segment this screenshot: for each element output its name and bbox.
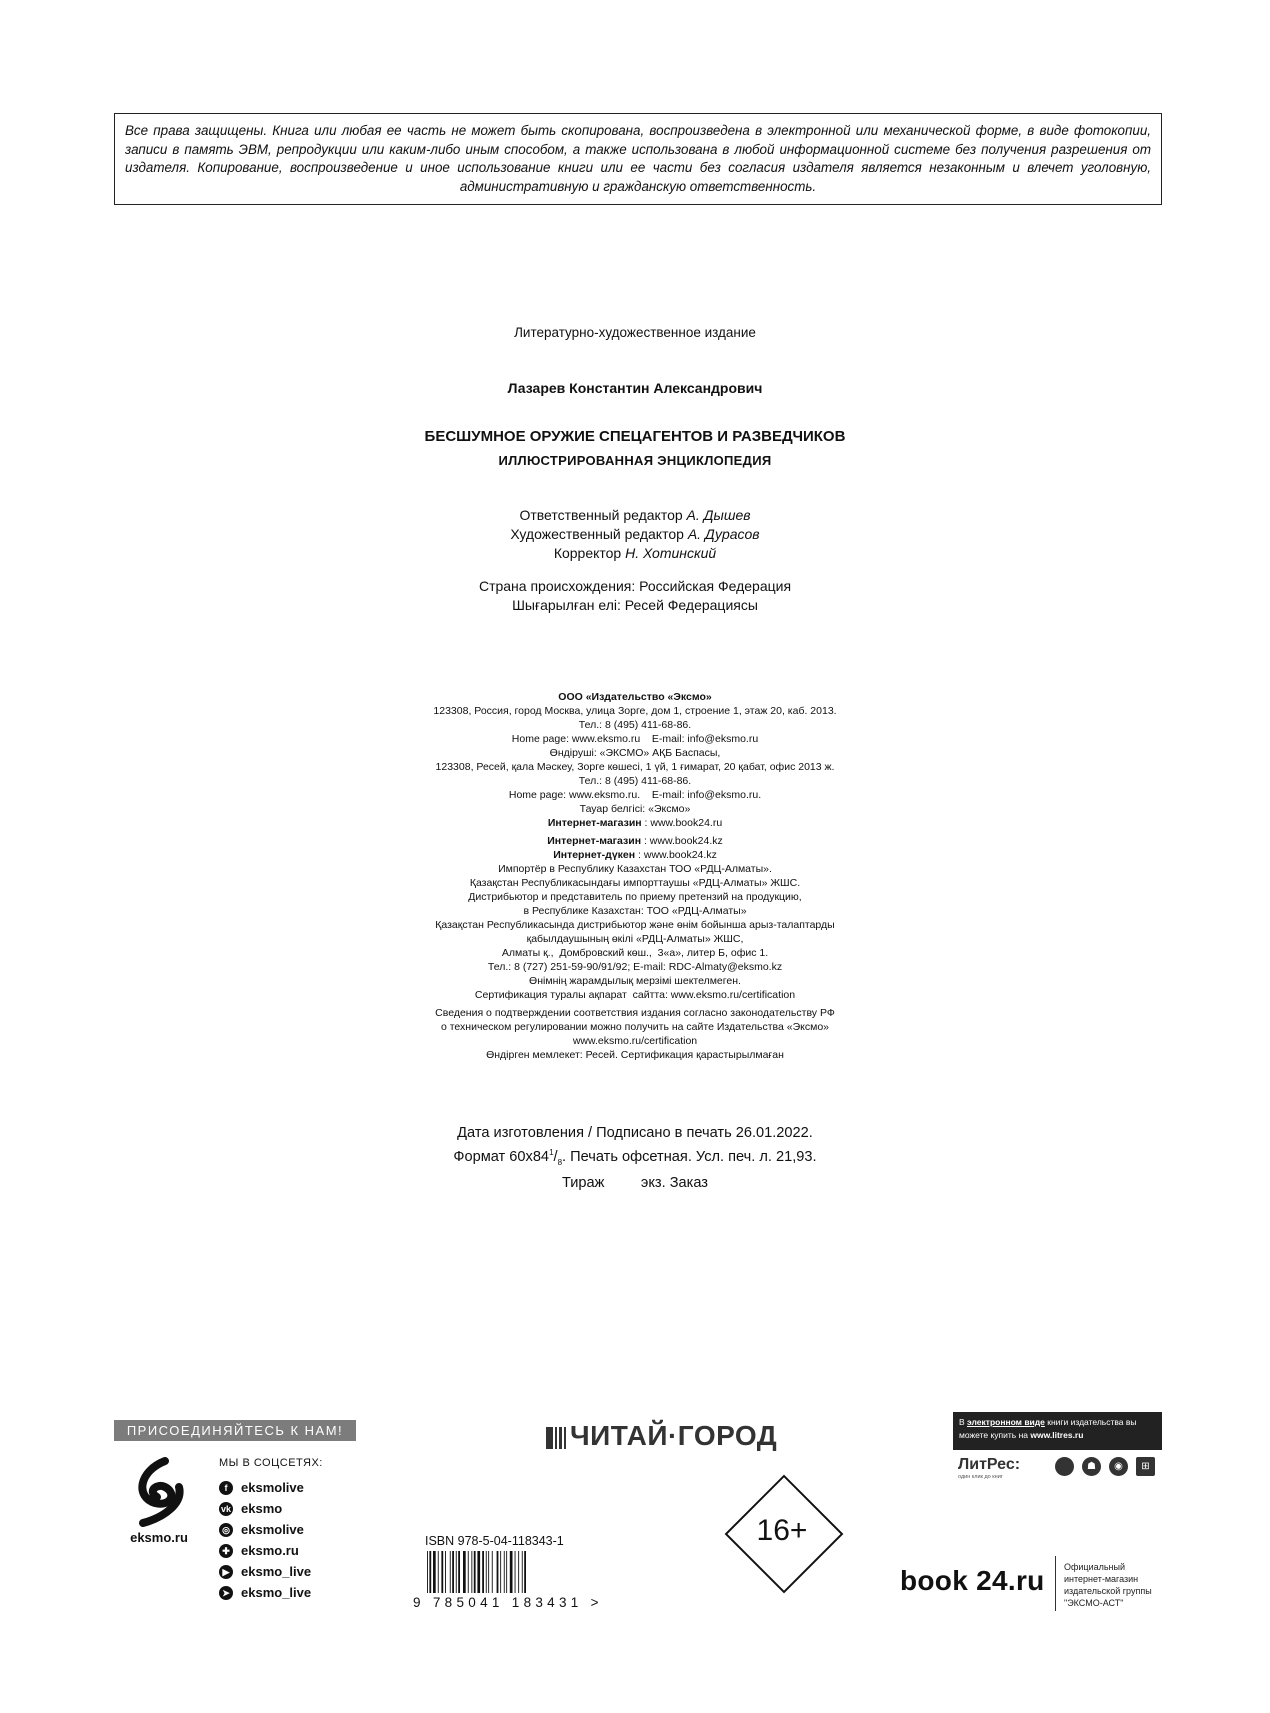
age-rating: 16+ <box>756 1514 808 1547</box>
social-item-label: eksmolive <box>241 1480 304 1495</box>
imprint-line: Сведения о подтверждении соответствия издания согласно законодательству РФ <box>435 1007 835 1019</box>
book24-tagline-line: "ЭКСМО-АСТ" <box>1064 1598 1124 1608</box>
imprint-line: 123308, Россия, город Москва, улица Зорге, дом 1, строение 1, этаж 20, каб. 2013. <box>433 705 837 717</box>
imprint-line: Қазақстан Республикасында дистрибьютор және өнім бойынша арыз-талаптарды <box>435 919 835 931</box>
eksmo-site-link[interactable]: eksmo.ru <box>130 1530 188 1545</box>
publisher-name: ООО «Издательство «Эксмо» <box>558 691 712 703</box>
windows-icon: ⊞ <box>1136 1457 1155 1476</box>
book24-tagline-line: издательской группы <box>1064 1586 1152 1596</box>
social-item-label: eksmolive <box>241 1522 304 1537</box>
social-list <box>219 1477 311 1603</box>
credits <box>0 506 1270 563</box>
shop-kz2-line: Интернет-дүкен : www.book24.kz <box>553 849 717 861</box>
isbn: ISBN 978-5-04-118343-1 <box>425 1534 564 1548</box>
social-item[interactable] <box>219 1540 311 1561</box>
shop-ru-line: Интернет-магазин : www.book24.ru <box>547 817 723 829</box>
imprint-line: Өндірген мемлекет: Ресей. Сертификация қарастырылмаған <box>486 1049 784 1061</box>
vk-icon: vk <box>220 1503 231 1514</box>
imprint-line: о техническом регулировании можно получить на сайте Издательства «Эксмо» <box>440 1021 829 1033</box>
imprint-line: Сертификация туралы ақпарат сайтта: www.eksmo.ru/certification <box>474 989 796 1001</box>
imprint-line: Өнімнің жарамдылық мерзімі шектелмеген. <box>529 975 741 987</box>
edition-type: Литературно-художественное издание <box>514 325 756 340</box>
social-item[interactable] <box>219 1519 311 1540</box>
social-item[interactable] <box>219 1582 311 1603</box>
book24-tagline-line: интернет-магазин <box>1064 1574 1139 1584</box>
origin-kz: Шығарылған елі: Ресей Федерациясы <box>512 597 758 613</box>
book24-divider <box>1055 1556 1056 1611</box>
imprint-line: Home page: www.eksmo.ru E-mail: info@eksmo.ru <box>511 733 759 745</box>
origin-ru: Страна происхождения: Российская Федерация <box>478 578 792 594</box>
imprint-block-1 <box>0 704 1270 816</box>
author-name: Лазарев Константин Александрович <box>507 380 763 396</box>
social-item[interactable] <box>219 1498 311 1519</box>
litres-banner: В электронном виде книги издательства вы можете купить на www.litres.ru <box>953 1412 1162 1450</box>
social-item-label: eksmo_live <box>241 1564 312 1579</box>
join-us-banner: ПРИСОЕДИНЯЙТЕСЬ К НАМ! <box>114 1420 356 1441</box>
imprint-line: 123308, Ресей, қала Мәскеу, Зорге көшесі, 1 үй, 1 ғимарат, 20 қабат, офис 2013 ж. <box>435 761 835 773</box>
book24-logo: book 24.ru <box>900 1565 1045 1596</box>
chitai-gorod-logo-icon <box>546 1427 566 1449</box>
eksmo-logo-icon <box>125 1457 195 1527</box>
imprint-line: Дистрибьютор и представитель по приему претензий на продукцию, <box>468 891 802 903</box>
windows-phone-icon: ◉ <box>1109 1457 1128 1476</box>
social-item[interactable] <box>219 1561 311 1582</box>
barcode-digits: 9 785041 183431 > <box>413 1595 603 1610</box>
origin <box>0 577 1270 615</box>
imprint-line: Тел.: 8 (727) 251-59-90/91/92; E-mail: RDC-Almaty@eksmo.kz <box>487 961 783 973</box>
book-subtitle: ИЛЛЮСТРИРОВАННАЯ ЭНЦИКЛОПЕДИЯ <box>498 453 772 468</box>
litres-logo: ЛитРес: <box>958 1456 1021 1473</box>
imprint-line: в Республике Казахстан: ТОО «РДЦ-Алматы» <box>523 905 747 917</box>
apple-icon <box>1055 1457 1074 1476</box>
imprint-line: Импортёр в Республику Казахстан ТОО «РДЦ-Алматы». <box>498 863 772 875</box>
imprint-line: Тауар белгісі: «Эксмо» <box>579 803 691 815</box>
print-date: Дата изготовления / Подписано в печать 26.01.2022. <box>457 1125 813 1141</box>
editor-line: Ответственный редактор А. Дышев <box>519 507 751 523</box>
imprint-line: Home page: www.eksmo.ru. E-mail: info@eksmo.ru. <box>508 789 762 801</box>
social-item-label: eksmo <box>241 1501 283 1516</box>
imprint-line: Тел.: 8 (495) 411-68-86. <box>578 719 692 731</box>
imprint-block-2 <box>0 862 1270 1002</box>
litres-slogan: один клик до книг <box>958 1474 1003 1480</box>
android-icon: ☗ <box>1082 1457 1101 1476</box>
social-item-label: eksmo_live <box>241 1585 312 1600</box>
instagram-icon: ◎ <box>219 1523 233 1537</box>
ok-icon: ✚ <box>219 1544 233 1558</box>
format-line: Формат $60x84^1/_8$. Печать офсетная. Усл. печ. л. 21,93. <box>453 1148 817 1167</box>
copyright-notice: Все права защищены. Книга или любая ее часть не может быть скопирована, воспроизведена в электронной или механической форме, в виде фотокопии, записи в память ЭВМ, репродукции или каким-либо иным способом, а также использована в любой информационной системе без получения разрешения от издателя. Копирование, воспроизведение и иное использование книги или ее части без согласия издателя является незаконным и влечет уголовную, административную и гражданскую ответственность. <box>114 113 1162 205</box>
chitai-gorod-logo: ЧИТАЙ·ГОРОД <box>570 1420 778 1451</box>
shop-kz-line: Интернет-магазин : www.book24.kz <box>547 835 723 847</box>
store-icons <box>1055 1457 1155 1476</box>
corrector-line: Корректор Н. Хотинский <box>553 545 717 561</box>
book24-tagline <box>1064 1561 1152 1609</box>
imprint-line: қабылдаушының өкілі «РДЦ-Алматы» ЖШС, <box>526 933 744 945</box>
imprint-line: Алматы қ., Домбровский көш., 3«а», литер Б, офис 1. <box>501 947 769 959</box>
art-editor-line: Художественный редактор А. Дурасов <box>510 526 760 542</box>
imprint-block-3 <box>0 1006 1270 1062</box>
imprint-line: Қазақстан Республикасындағы импорттаушы «РДЦ-Алматы» ЖШС. <box>469 877 801 889</box>
book24-tagline-line: Официальный <box>1064 1562 1126 1572</box>
youtube-icon: ▶ <box>219 1565 233 1579</box>
imprint <box>0 690 1270 1062</box>
imprint-line: Өндіруші: «ЭКСМО» АҚБ Баспасы, <box>549 747 721 759</box>
social-item[interactable] <box>219 1477 311 1498</box>
run-line: Тираж экз. Заказ <box>562 1174 708 1191</box>
imprint-line: www.eksmo.ru/certification <box>572 1035 698 1047</box>
telegram-icon: ➤ <box>219 1586 233 1600</box>
social-item-label: eksmo.ru <box>241 1543 299 1558</box>
barcode <box>425 1551 580 1593</box>
book-title: БЕСШУМНОЕ ОРУЖИЕ СПЕЦАГЕНТОВ И РАЗВЕДЧИКОВ <box>424 428 846 445</box>
imprint-line: Тел.: 8 (495) 411-68-86. <box>578 775 692 787</box>
social-title: МЫ В СОЦСЕТЯХ: <box>219 1457 323 1469</box>
production-info <box>0 1123 1270 1193</box>
facebook-icon: f <box>219 1481 233 1495</box>
